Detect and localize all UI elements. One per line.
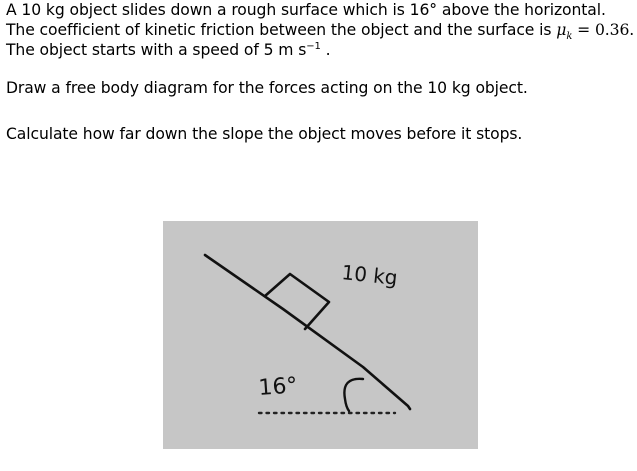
task-calculate-distance: Calculate how far down the slope the object moves before it stops.	[6, 125, 523, 143]
angle-arc	[344, 379, 363, 411]
angle-label: 16°	[257, 373, 299, 401]
mass-label: 10 kg	[340, 260, 399, 290]
problem-line-2: The coefficient of kinetic friction between the object and the surface is $\mu_k = 0.36$.	[6, 21, 635, 43]
task-draw-fbd: Draw a free body diagram for the forces acting on the 10 kg object.	[6, 79, 528, 97]
mu-symbol: μ	[556, 21, 567, 39]
problem-line-3: The object starts with a speed of 5 m $s^{-1}$ .	[6, 40, 331, 59]
incline-sketch-svg	[163, 221, 478, 449]
incline-sketch	[163, 221, 478, 449]
problem-line-1: A 10 kg object slides down a rough surface which is 16° above the horizontal.	[6, 1, 606, 19]
problem-text	[6, 0, 634, 144]
